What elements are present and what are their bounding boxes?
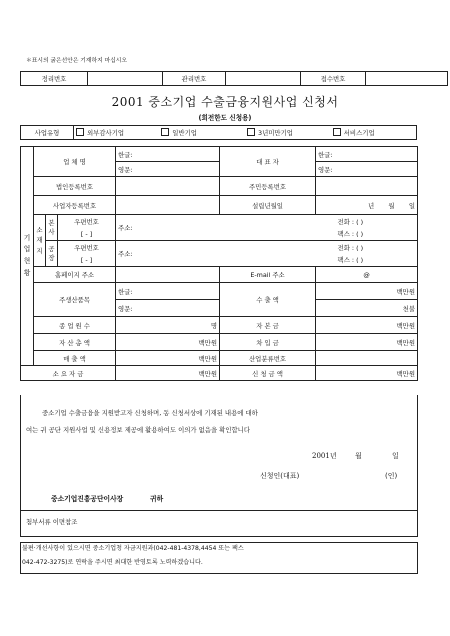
homepage-label: 홈페이지 주소 [34,267,116,283]
factory-phone-field[interactable]: 전화 : ( ) [316,241,418,254]
employees-field[interactable]: 명 [116,317,220,334]
resident-reg-label: 주민등록번호 [220,177,316,196]
company-status-side-label: 기 업 현 황 [21,147,34,366]
attachment-box-bottom [20,536,418,537]
recipient-name: 중소기업진흥공단이사장 [51,495,124,503]
employees-label: 종 업 원 수 [34,317,116,334]
declaration-line-2: 여는 귀 공단 지원사업 및 신용정보 제공에 활용하여도 이의가 없음을 확인합니다 [26,426,251,434]
ceo-english[interactable]: 영문: [316,162,418,177]
option-under-3-years[interactable]: 3년미만기업 [245,126,331,140]
assets-label: 자 산 총 액 [34,334,116,351]
debt-label: 차 입 금 [220,334,316,351]
field-label-mgmt-no: 관리번호 [163,72,226,86]
hq-postal-label: 우편번호 [58,215,116,228]
factory-postal-field[interactable]: [ - ] [58,254,116,267]
email-label: E-mail 주소 [220,267,316,283]
hq-phone-field[interactable]: 전화 : ( ) [316,215,418,228]
declaration-line-1: 중소기업 수출금융을 지원받고자 신청하며, 동 신청서상에 기재된 내용에 대하 [42,409,258,417]
required-funds-label: 소 요 자 금 [21,366,116,381]
option-general[interactable]: 일반기업 [159,126,245,140]
industry-code-label: 산업분류번호 [220,351,316,366]
email-field[interactable]: @ [316,267,418,283]
required-funds-field[interactable]: 백만원 [116,366,220,381]
field-label-receipt-no: 접수번호 [301,72,366,86]
hq-postal-field[interactable]: [ - ] [58,228,116,241]
ceo-label: 대 표 자 [220,147,316,177]
office-use-table [20,71,448,86]
factory-postal-label: 우편번호 [58,241,116,254]
company-name-korean[interactable]: 한글: [116,147,220,162]
form-title: 2001 중소기업 수출금융지원사업 신청서 [111,95,339,109]
business-type-label: 사업유형 [21,126,74,140]
establish-label: 설립년월일 [220,196,316,215]
form-note: ＊표시의 굵은선안은 기재하지 마십시오 [26,58,127,64]
attachment-note: 첨부서류 이면참조 [26,518,78,526]
date-year: 2001년 [312,452,337,460]
hq-fax-field[interactable]: 팩스 : ( ) [316,228,418,241]
assets-field[interactable]: 백만원 [116,334,220,351]
sales-field[interactable]: 백만원 [116,351,220,366]
option-external-audit[interactable]: 외부감사기업 [74,126,160,140]
recipient-suffix: 귀하 [150,495,164,503]
option-service[interactable]: 서비스기업 [331,126,417,140]
factory-fax-field[interactable]: 팩스 : ( ) [316,254,418,267]
business-type-row [20,125,417,140]
applicant-seal: (인) [385,472,398,480]
capital-label: 자 본 금 [220,317,316,334]
export-krw-field[interactable]: 백만원 [316,283,418,300]
date-month: 월 [355,452,362,460]
checkbox-icon [161,128,169,136]
industry-code-field[interactable] [316,351,418,366]
attachment-box-right [417,510,418,537]
product-label: 주생산품목 [34,283,116,317]
field-value-mgmt-no[interactable] [226,72,301,86]
capital-field[interactable]: 백만원 [316,317,418,334]
resident-reg-field[interactable] [316,177,418,196]
debt-field[interactable]: 백만원 [316,334,418,351]
factory-address-field[interactable]: 주소: [116,241,316,267]
factory-label: 공 장 [46,241,58,267]
homepage-field[interactable] [116,267,220,283]
declaration-box-right [417,395,418,511]
product-korean[interactable]: 한글: [116,283,220,300]
corp-reg-field[interactable] [116,177,220,196]
footer-line-1: 불편·개선사항이 있으시면 중소기업청 자금지원과(042-481-4378,4454 또는 팩스 [22,545,244,552]
checkbox-icon [247,128,255,136]
applicant-label: 신청인(대표) [260,472,300,480]
checkbox-icon [333,128,341,136]
biz-reg-label: 사업자등록번호 [34,196,116,215]
company-name-label: 업 체 명 [34,147,116,177]
attachment-box-left [20,510,21,537]
export-label: 수 출 액 [220,283,316,317]
field-label-record-no: 정리번호 [21,72,88,86]
sales-label: 매 출 액 [34,351,116,366]
company-info-table [20,146,418,381]
applied-amount-label: 신 청 금 액 [220,366,316,381]
footer-line-2: 042-472-3275)로 연락을 주시면 최대한 반영토록 노력하겠습니다. [22,559,203,566]
company-name-english[interactable]: 영문: [116,162,220,177]
export-usd-field[interactable]: 천불 [316,300,418,317]
biz-reg-field[interactable] [116,196,220,215]
field-value-record-no[interactable] [88,72,163,86]
field-value-receipt-no[interactable] [366,72,448,86]
location-label: 소 재 지 [34,215,46,267]
declaration-box-left [20,395,21,511]
establish-field[interactable]: 년 월 일 [316,196,418,215]
ceo-korean[interactable]: 한글: [316,147,418,162]
date-day: 일 [392,452,399,460]
form-subtitle: (회전한도 신청용) [198,114,252,122]
declaration-box-bottom [20,510,418,511]
corp-reg-label: 법인등록번호 [34,177,116,196]
product-english[interactable]: 영문: [116,300,220,317]
checkbox-icon [76,128,84,136]
hq-label: 본 사 [46,215,58,241]
applied-amount-field[interactable]: 백만원 [316,366,418,381]
hq-address-field[interactable]: 주소: [116,215,316,241]
